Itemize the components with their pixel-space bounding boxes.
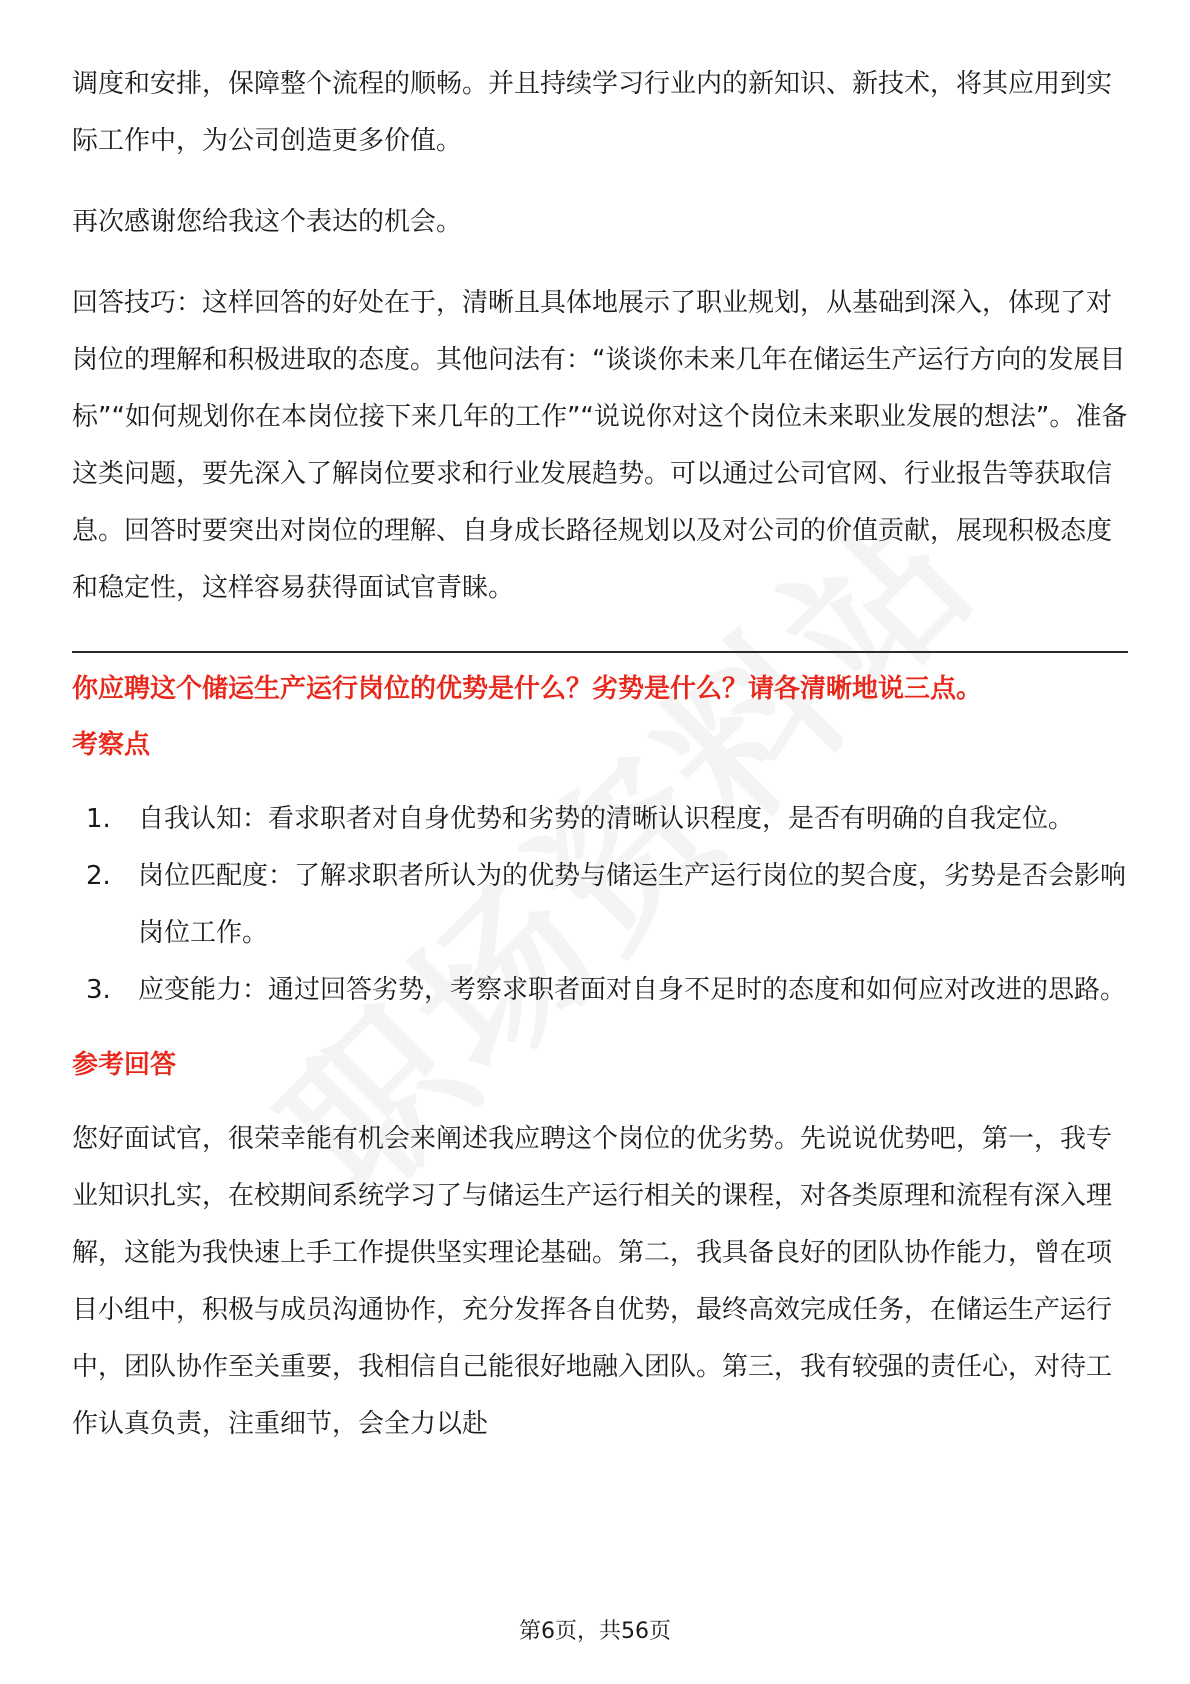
section-divider — [72, 651, 1128, 653]
list-item-text: 岗位匹配度：了解求职者所认为的优势与储运生产运行岗位的契合度，劣势是否会影响岗位工作。 — [138, 861, 1127, 948]
reference-answer-heading: 参考回答 — [72, 1050, 177, 1080]
intro-paragraph-1: 调度和安排，保障整个流程的顺畅。并且持续学习行业内的新知识、新技术，将其应用到实际工作中，为公司创造更多价值。 — [72, 69, 1113, 156]
list-item-text: 应变能力：通过回答劣势，考察求职者面对自身不足时的态度和如何应对改进的思路。 — [138, 975, 1127, 1005]
list-item — [72, 962, 1128, 1019]
list-item-text: 自我认知：看求职者对自身优势和劣势的清晰认识程度，是否有明确的自我定位。 — [138, 804, 1075, 834]
intro-paragraph-2: 再次感谢您给我这个表达的机会。 — [72, 207, 463, 237]
assessment-heading: 考察点 — [72, 730, 151, 760]
page-number-footer: 第6页，共56页 — [519, 1619, 671, 1644]
list-item-number: 2. — [86, 861, 111, 891]
document-page — [72, 56, 1128, 1453]
assessment-points-list — [72, 791, 1128, 1019]
list-item-number: 3. — [86, 975, 111, 1005]
list-item-number: 1. — [86, 804, 111, 834]
reference-answer-paragraph: 您好面试官，很荣幸能有机会来阐述我应聘这个岗位的优劣势。先说说优势吧，第一，我专业知识扎实，在校期间系统学习了与储运生产运行相关的课程，对各类原理和流程有深入理解，这能为我快速上手工作提供坚实理论基础。第二，我具备良好的团队协作能力，曾在项目小组中，积极与成员沟通协作，充分发挥各自优势，最终高效完成任务，在储运生产运行中，团队协作至关重要，我相信自己能很好地融入团队。第三，我有较强的责任心，对待工作认真负责，注重细节，会全力以赴 — [72, 1124, 1113, 1439]
question-title: 你应聘这个储运生产运行岗位的优势是什么？劣势是什么？请各清晰地说三点。 — [72, 674, 983, 704]
answer-tips-paragraph: 回答技巧：这样回答的好处在于，清晰且具体地展示了职业规划，从基础到深入，体现了对岗位的理解和积极进取的态度。其他问法有：“谈谈你未来几年在储运生产运行方向的发展目标”“如何规划你在本岗位接下来几年的工作”“说说你对这个岗位未来职业发展的想法”。准备这类问题，要先深入了解岗位要求和行业发展趋势。可以通过公司官网、行业报告等获取信息。回答时要突出对岗位的理解、自身成长路径规划以及对公司的价值贡献，展现积极态度和稳定性，这样容易获得面试官青睐。 — [72, 288, 1128, 603]
list-item — [72, 848, 1128, 962]
list-item — [72, 791, 1128, 848]
